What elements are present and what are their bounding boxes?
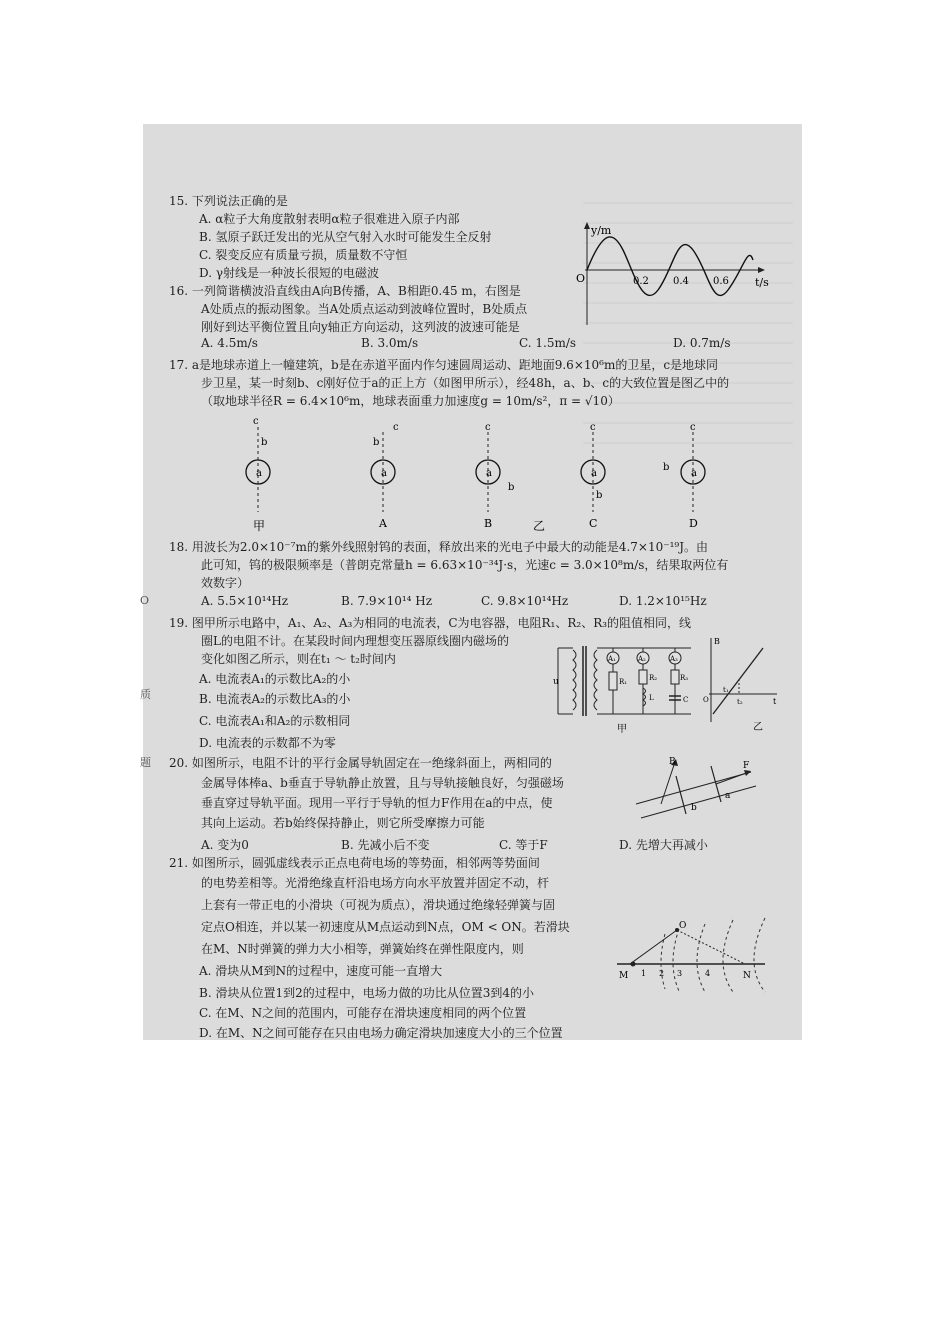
q17-fig-a-c: c: [393, 422, 399, 433]
q21-line-1: 21. 如图所示，圆弧虚线表示正点电荷电场的等势面，相邻两等势面间: [169, 856, 540, 870]
q19-line-1: 19. 图甲所示电路中，A₁、A₂、A₃为相同的电流表，C为电容器，电阻R₁、R₂、R₃的阻值相同，线: [169, 616, 692, 630]
q18-option-d: D. 1.2×10¹⁵Hz: [619, 594, 707, 608]
q17-option-d: D: [689, 517, 698, 530]
q19-graph-b: B: [714, 637, 720, 646]
q19-option-c: C. 电流表A₁和A₂的示数相同: [199, 714, 351, 728]
q19-graph-t: t: [773, 697, 777, 706]
q19-label-u: u: [553, 677, 559, 687]
q15-option-b: B. 氢原子跃迁发出的光从空气射入水时可能发生全反射: [199, 230, 492, 244]
q19-graph-t1: t₁: [723, 686, 729, 694]
q18-option-b: B. 7.9×10¹⁴ Hz: [341, 594, 433, 608]
q21-line-4: 定点O相连，并以某一初速度从M点运动到N点，OM < ON。若滑块: [201, 920, 570, 934]
q17-fig-d-a: a: [691, 468, 697, 479]
q20-line-4: 其向上运动。若b始终保持静止，则它所受摩擦力可能: [201, 816, 485, 830]
q17-fig-jia-c: c: [253, 416, 259, 427]
q20-label-b-field: B: [669, 757, 676, 767]
q15-option-c: C. 裂变反应有质量亏损，质量数不守恒: [199, 248, 408, 262]
q17-option-b: B: [484, 517, 493, 530]
q21-option-d: D. 在M、N之间可能存在只由电场力确定滑块加速度大小的三个位置: [199, 1026, 563, 1040]
q16-vibration-graph: [573, 220, 773, 330]
q18-line-3: 效数字）: [201, 576, 250, 590]
q19-label-jia: 甲: [617, 724, 627, 735]
q18-option-c: C. 9.8×10¹⁴Hz: [481, 594, 569, 608]
q17-option-c: C: [589, 517, 598, 530]
q19-circuit-diagram: [553, 636, 698, 736]
q21-label-o: O: [679, 921, 687, 931]
q19-label-c: C: [683, 696, 689, 704]
q17-fig-jia-a: a: [256, 468, 262, 479]
side-mark-3: 题: [140, 756, 151, 769]
q21-equipotential-diagram: [615, 914, 775, 994]
q17-option-a: A: [379, 517, 387, 530]
q20-option-d: D. 先增大再减小: [619, 838, 708, 852]
q16-line-3: 刚好到达平衡位置且向y轴正方向运动，这列波的波速可能是: [201, 320, 520, 334]
q15-option-a: A. α粒子大角度散射表明α粒子很难进入原子内部: [199, 212, 460, 226]
q19-graph-yi: 乙: [753, 722, 763, 733]
q20-label-f: F: [743, 761, 750, 771]
q16-graph-origin: O: [576, 272, 586, 285]
q21-line-3: 上套有一带正电的小滑块（可视为质点），滑块通过绝缘轻弹簧与固: [201, 898, 556, 912]
q19-option-b: B. 电流表A₂的示数比A₃的小: [199, 692, 351, 706]
q19-label-l: L: [649, 694, 654, 702]
q20-option-b: B. 先减小后不变: [341, 838, 430, 852]
q20-line-3: 垂直穿过导轨平面。现用一平行于导轨的恒力F作用在a的中点，使: [201, 796, 553, 810]
q16-graph-tick-3: 0.6: [713, 276, 729, 287]
q17-line-2: 步卫星，某一时刻b、c刚好位于a的正上方（如图甲所示），经48h，a、b、c的大致位置是图乙中的: [201, 376, 730, 390]
q16-graph-tick-1: 0.2: [633, 276, 649, 287]
q15-stem: 15. 下列说法正确的是: [169, 194, 288, 208]
q16-option-c: C. 1.5m/s: [519, 336, 577, 350]
q21-line-2: 的电势差相等。光滑绝缘直杆沿电场方向水平放置并固定不动，杆: [201, 876, 550, 890]
q17-fig-c-c: c: [590, 422, 596, 433]
q19-option-d: D. 电流表的示数都不为零: [199, 736, 336, 750]
q17-line-3: （取地球半径R = 6.4×10⁶m，地球表面重力加速度g = 10m/s²，π = √10）: [201, 394, 620, 408]
q17-satellite-figures: [223, 412, 783, 542]
q21-line-5: 在M、N时弹簧的弹力大小相等，弹簧始终在弹性限度内，则: [201, 942, 524, 956]
q16-option-b: B. 3.0m/s: [361, 336, 419, 350]
q20-option-a: A. 变为0: [201, 838, 249, 852]
q19-label-r2: R₂: [649, 674, 658, 682]
q16-line-2: A处质点的振动图象。当A处质点运动到波峰位置时，B处质点: [201, 302, 528, 316]
q21-label-2: 2: [659, 969, 665, 978]
q20-rail-diagram: [631, 754, 761, 824]
q20-label-b-rod: b: [691, 803, 697, 813]
q19-label-a3: A₃: [670, 655, 678, 663]
q18-option-a: A. 5.5×10¹⁴Hz: [201, 594, 289, 608]
q17-fig-c-a: a: [591, 468, 597, 479]
q17-fig-b-b: b: [508, 482, 515, 493]
q21-option-c: C. 在M、N之间的范围内，可能存在滑块速度相同的两个位置: [199, 1006, 527, 1020]
q17-fig-b-c: c: [485, 422, 491, 433]
q21-option-b: B. 滑块从位置1到2的过程中，电场力做的功比从位置3到4的小: [199, 986, 534, 1000]
side-mark-1: O: [140, 594, 150, 607]
q16-option-d: D. 0.7m/s: [673, 336, 731, 350]
q20-label-a: a: [725, 791, 731, 801]
side-mark-2: 质: [140, 688, 151, 701]
q19-line-2: 圈L的电阻不计。在某段时间内理想变压器原线圈内磁场的: [201, 634, 509, 648]
q19-label-a1: A₁: [608, 655, 616, 663]
q17-fig-a-b: b: [373, 437, 380, 448]
q17-fig-jia-b: b: [261, 437, 268, 448]
exam-page: [140, 124, 802, 1040]
q17-fig-yi-label: 乙: [533, 519, 546, 533]
q19-graph-t2: t₂: [737, 698, 743, 706]
q20-line-2: 金属导体棒a、b垂直于导轨静止放置，且与导轨接触良好，匀强磁场: [201, 776, 564, 790]
q19-label-a2: A₂: [638, 655, 646, 663]
q16-graph-tick-2: 0.4: [673, 276, 689, 287]
q17-fig-d-c: c: [690, 422, 696, 433]
q20-option-c: C. 等于F: [499, 838, 548, 852]
q19-line-3: 变化如图乙所示，则在t₁ ～ t₂时间内: [201, 652, 396, 666]
q17-fig-jia-label: 甲: [253, 519, 266, 533]
q16-line-1: 16. 一列简谐横波沿直线由A向B传播，A、B相距0.45 m，右图是: [169, 284, 521, 298]
q20-line-1: 20. 如图所示，电阻不计的平行金属导轨固定在一绝缘斜面上，两相同的: [169, 756, 552, 770]
q16-graph-y-label: y/m: [591, 224, 612, 237]
q18-line-2: 此可知，钨的极限频率是（普朗克常量h = 6.63×10⁻³⁴J·s，光速c = 3.0×10⁸m/s，结果取两位有: [201, 558, 729, 572]
q21-label-3: 3: [677, 969, 683, 978]
q19-label-r3: R₃: [680, 674, 689, 682]
q19-b-t-graph: [701, 634, 781, 734]
q18-line-1: 18. 用波长为2.0×10⁻⁷m的紫外线照射钨的表面，释放出来的光电子中最大的动能是4.7×10⁻¹⁹J。由: [169, 540, 709, 554]
q17-fig-a-a: a: [381, 468, 387, 479]
q16-graph-x-label: t/s: [755, 276, 769, 289]
q21-option-a: A. 滑块从M到N的过程中，速度可能一直增大: [199, 964, 443, 978]
q19-label-r1: R₁: [619, 678, 628, 686]
q17-fig-b-a: a: [486, 468, 492, 479]
q16-option-a: A. 4.5m/s: [201, 336, 258, 350]
q19-graph-o: O: [703, 696, 709, 704]
q17-fig-c-b: b: [596, 490, 603, 501]
q21-label-m: M: [619, 971, 629, 981]
q17-fig-d-b: b: [663, 462, 670, 473]
q17-line-1: 17. a是地球赤道上一幢建筑，b是在赤道平面内作匀速圆周运动、距地面9.6×10⁶m的卫星，c是地球同: [169, 358, 719, 372]
q21-label-4: 4: [705, 969, 711, 978]
q21-label-1: 1: [641, 969, 647, 978]
q15-option-d: D. γ射线是一种波长很短的电磁波: [199, 266, 379, 280]
q19-option-a: A. 电流表A₁的示数比A₂的小: [199, 672, 351, 686]
q21-label-n: N: [743, 971, 751, 981]
